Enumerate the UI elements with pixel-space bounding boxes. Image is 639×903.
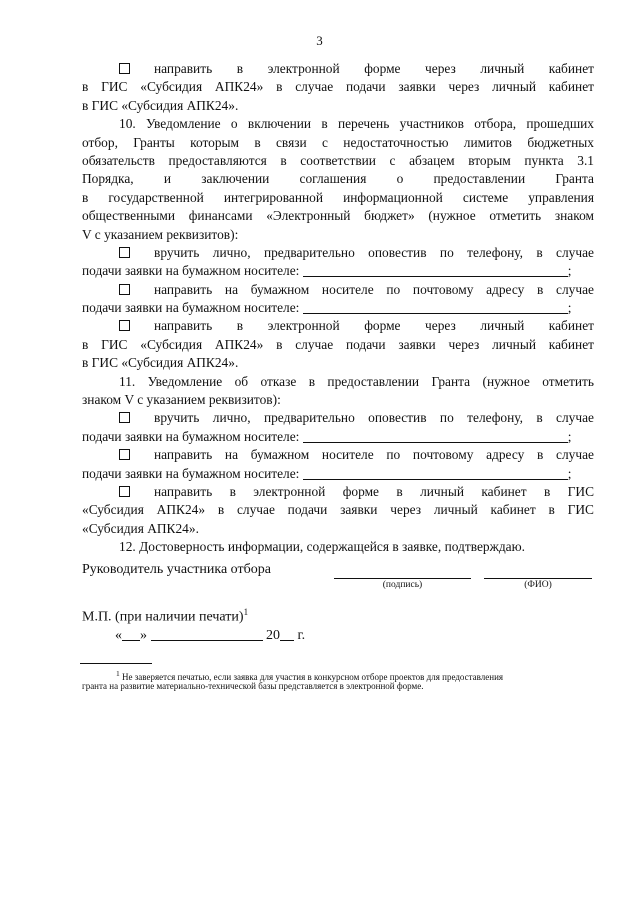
checkbox[interactable] [119, 486, 130, 497]
details-field[interactable] [303, 300, 568, 314]
checkbox[interactable] [119, 449, 130, 460]
text-line: общественными финансами «Электронный бюджет» (нужное отметить знаком [82, 208, 594, 224]
signature-caption: (подпись) [382, 580, 423, 590]
text-line: V с указанием реквизитов): [82, 226, 239, 242]
month-field[interactable] [151, 627, 263, 641]
text-line: отбор, Гранты которым в связи с недостаточностью лимитов бюджетных [82, 134, 594, 150]
checkbox[interactable] [119, 284, 130, 295]
text-line: Порядка, и заключении соглашения о предоставлении Гранта [82, 171, 594, 187]
details-field[interactable] [303, 429, 568, 443]
text-line: «Субсидия АПК24». [82, 520, 199, 536]
section-12-text: 12. Достоверность информации, содержащейся в заявке, подтверждаю. [119, 539, 525, 555]
text-line: в ГИС «Субсидия АПК24». [82, 355, 239, 371]
name-caption: (ФИО) [524, 580, 552, 590]
footnote-separator [80, 663, 152, 664]
fill-line: подачи заявки на бумажном носителе: ; [82, 300, 572, 316]
footnote-ref: 1 [243, 607, 249, 617]
footnote-mark: 1 [116, 669, 120, 678]
page-number: 3 [316, 33, 323, 48]
section-10-heading: 10. Уведомление о включении в перечень участников отбора, прошедших [119, 116, 594, 132]
signature-label: Руководитель участника отбора [82, 562, 271, 577]
day-field[interactable] [122, 627, 140, 641]
text-line: в ГИС «Субсидия АПК24». [82, 97, 239, 113]
checkbox[interactable] [119, 63, 130, 74]
checkbox[interactable] [119, 320, 130, 331]
text-line: в ГИС «Субсидия АПК24» в случае подачи заявки через личный кабинет [82, 79, 594, 95]
footnote: $^1$ Не заверяется печатью, если заявка для участия в конкурсном отборе проектов для предоставления гранта на развитие материально-технической базы представляется в электронной форме. [82, 669, 504, 691]
name-field[interactable] [484, 578, 592, 579]
document-body [82, 60, 594, 557]
option-line: направить на бумажном носителе по почтовому адресу в случае [82, 446, 594, 464]
date-line: « » 20 г. [115, 628, 306, 643]
text-line: знаком V с указанием реквизитов): [82, 392, 281, 408]
year-field[interactable] [280, 627, 294, 641]
text-line: обязательств предоставляются в соответствии с абзацем вторым пункта 3.1 [82, 152, 594, 168]
signature-field[interactable] [334, 578, 471, 579]
option-line: направить в электронной форме в личный кабинет в ГИС [82, 483, 594, 501]
text-line: в государственной интегрированной информационной системе управления [82, 189, 594, 205]
fill-line: подачи заявки на бумажном носителе: ; [82, 263, 572, 279]
section-11-heading: 11. Уведомление об отказе в предоставлении Гранта (нужное отметить [119, 373, 594, 389]
option-line: направить на бумажном носителе по почтовому адресу в случае [82, 281, 594, 299]
option-line: вручить лично, предварительно оповестив по телефону, в случае [82, 409, 594, 427]
option-line: направить в электронной форме через личный кабинет [82, 317, 594, 335]
fill-line: подачи заявки на бумажном носителе: ; [82, 465, 572, 481]
stamp-label: М.П. (при наличии печати)$^1$ [82, 607, 249, 625]
text-line: в ГИС «Субсидия АПК24» в случае подачи заявки через личный кабинет [82, 336, 594, 352]
option-line: вручить лично, предварительно оповестив по телефону, в случае [82, 244, 594, 262]
option-line: направить в электронной форме через личный кабинет [82, 60, 594, 78]
fill-line: подачи заявки на бумажном носителе: ; [82, 428, 572, 444]
details-field[interactable] [303, 263, 568, 277]
checkbox[interactable] [119, 412, 130, 423]
checkbox[interactable] [119, 247, 130, 258]
details-field[interactable] [303, 466, 568, 480]
text-line: «Субсидия АПК24» в случае подачи заявки через личный кабинет в ГИС [82, 502, 594, 518]
signature-block [82, 562, 602, 602]
